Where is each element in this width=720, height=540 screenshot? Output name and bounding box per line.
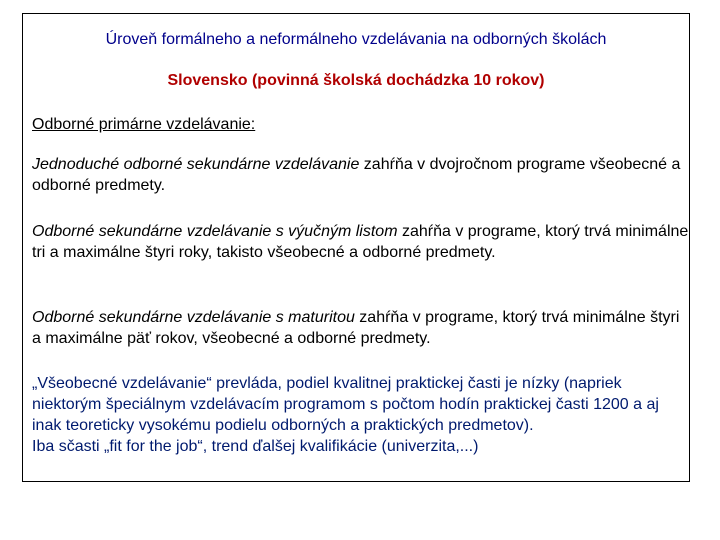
paragraph-emphasis: Odborné sekundárne vzdelávanie s výučným listom [32, 223, 398, 240]
paragraph-text: „Všeobecné vzdelávanie“ prevláda, podiel kvalitnej praktickej časti je nízky (napriek niektorým špeciálnym vzdelávacím programom s počtom hodín praktickej časti 1200 a aj inak teoreticky vysokému podielu odborných a praktických predmetov). [32, 375, 659, 434]
slide-title: Úroveň formálneho a neformálneho vzdelávania na odborných školách [105, 31, 607, 48]
slide-frame [22, 13, 690, 482]
paragraph-apprenticeship [32, 221, 692, 263]
paragraph-emphasis: Odborné sekundárne vzdelávanie s maturitou [32, 309, 355, 326]
paragraph-maturita [32, 307, 692, 349]
paragraph-general-education [32, 373, 692, 457]
section-heading: Odborné primárne vzdelávanie: [32, 116, 256, 133]
paragraph-text-note: Iba sčasti „fit for the job“, trend ďalšej kvalifikácie (univerzita,...) [32, 438, 479, 455]
paragraph-emphasis: Jednoduché odborné sekundárne vzdelávanie [32, 156, 360, 173]
slide-subtitle: Slovensko (povinná školská dochádzka 10 rokov) [167, 72, 545, 89]
paragraph-text: zahŕňa v programe, ktorý trvá minimálne tri a maximálne štyri roky, takisto všeobecné a odborné predmety. [32, 223, 689, 261]
paragraph-simple-vocational [32, 154, 692, 196]
paragraph-text: zahŕňa v dvojročnom programe všeobecné a odborné predmety. [32, 156, 681, 194]
paragraph-text: zahŕňa v programe, ktorý trvá minimálne štyri a maximálne päť rokov, všeobecné a odborné predmety. [32, 309, 680, 347]
